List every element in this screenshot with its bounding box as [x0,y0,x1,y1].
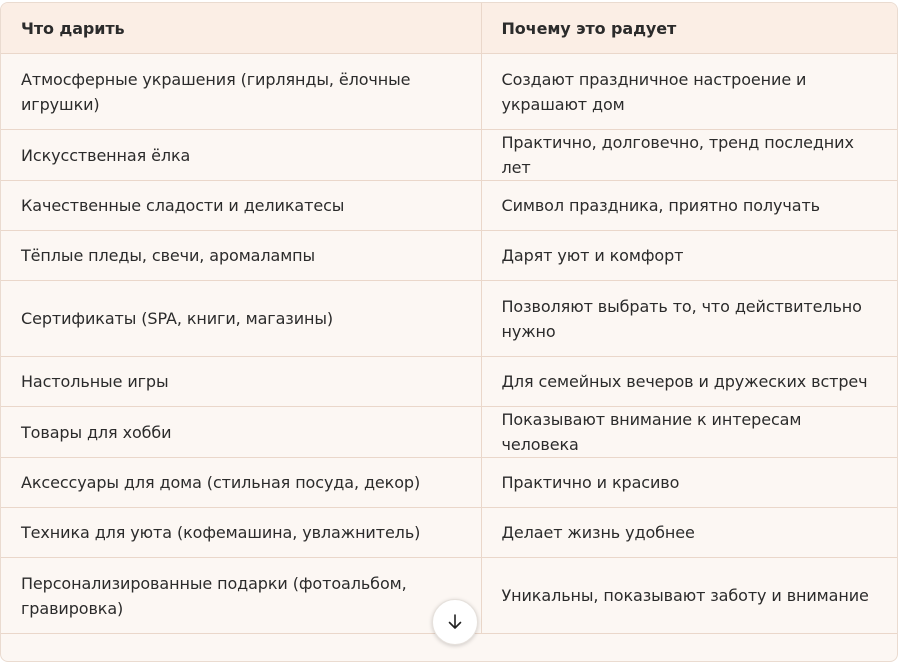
table-row [1,130,897,181]
cell-gift: Искусственная ёлка [21,145,191,165]
cell-gift: Аксессуары для дома (стильная посуда, декор) [21,473,421,492]
table-header-row [1,3,897,54]
cell-reason: Дарят уют и комфорт [481,231,897,281]
column-header-reason: Почему это радует [481,3,897,54]
gift-table-container [0,2,898,662]
cell-gift: Техника для уюта (кофемашина, увлажнитель) [21,523,421,542]
table-row [1,231,897,281]
cell-gift: Сертификаты (SPA, книги, магазины) [21,309,334,328]
cell-reason: Символ праздника, приятно получать [481,181,897,231]
column-header-gift: Что дарить [1,3,481,54]
arrow-down-icon [445,612,465,632]
cell-gift: Атмосферные украшения (гирлянды, ёлочные игрушки) [21,69,411,114]
table-row [1,54,897,130]
cell-reason: Делает жизнь удобнее [481,508,897,558]
gift-table [1,3,897,634]
cell-reason: Практично и красиво [481,458,897,508]
cell-reason: Для семейных вечеров и дружеских встреч [481,357,897,407]
cell-reason: Практично, долговечно, тренд последних лет [481,130,897,181]
cell-gift: Настольные игры [21,372,169,391]
table-row [1,508,897,558]
table-row [1,357,897,407]
table-row [1,407,897,458]
table-row [1,281,897,357]
cell-gift: Товары для хобби [21,422,172,442]
cell-gift: Качественные сладости и деликатесы [21,196,345,215]
cell-reason: Показывают внимание к интересам человека [481,407,897,458]
table-row [1,181,897,231]
table-row [1,458,897,508]
cell-reason: Позволяют выбрать то, что действительно нужно [481,281,897,357]
cell-gift: Тёплые пледы, свечи, аромалампы [21,246,316,265]
cell-reason: Создают праздничное настроение и украшают дом [481,54,897,130]
scroll-down-button[interactable] [432,599,478,645]
cell-gift: Персонализированные подарки (фотоальбом, гравировка) [21,573,407,618]
cell-reason: Уникальны, показывают заботу и внимание [481,558,897,634]
